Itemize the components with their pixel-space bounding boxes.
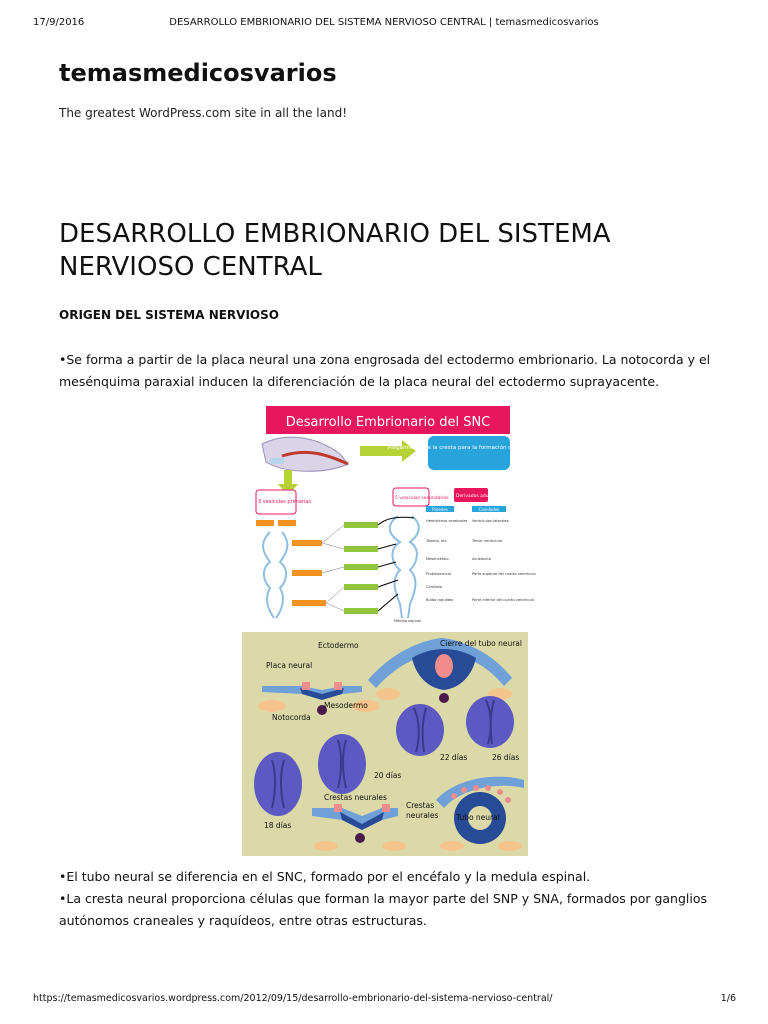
label-22-dias: 22 días xyxy=(440,753,468,762)
spinal-label: Médula espinal xyxy=(394,619,422,623)
label-mesodermo: Mesodermo xyxy=(324,701,368,710)
article-title: DESARROLLO EMBRIONARIO DEL SISTEMA NERVIOSO CENTRAL xyxy=(59,219,611,282)
cavity-1: Tercer ventrículo xyxy=(472,539,502,543)
paragraph-derivation xyxy=(59,866,719,932)
label-placa: Placa neural xyxy=(266,661,313,670)
col-cavidades: Cavidades xyxy=(478,507,500,512)
derivative-2: Mesencéfalo xyxy=(426,557,449,561)
embryo-20-days xyxy=(318,734,366,794)
label-cierre: Cierre del tubo neural xyxy=(440,639,522,648)
label-tubo-neural: Tubo neural xyxy=(456,813,500,822)
derivative-5: Bulbo raquídeo xyxy=(426,598,454,602)
cavity-3: Parte superior del cuarto ventrículo xyxy=(472,572,536,576)
figure-neural-tube-closure xyxy=(242,632,528,856)
figure-snc-development xyxy=(256,404,551,624)
callout-text: Plegamiento de la cresta para la formación del tubo neural xyxy=(387,445,551,451)
derivative-0: Hemisferios cerebrales xyxy=(426,519,468,523)
cavity-0: Ventrículos laterales xyxy=(472,519,509,523)
label-notocorda: Notocorda xyxy=(272,713,311,722)
print-page-number: 1/6 xyxy=(720,993,736,1004)
label-crestas-2b: neurales xyxy=(406,811,439,820)
label-26-dias: 26 días xyxy=(492,753,520,762)
label-primary: 3 vesículas primarias xyxy=(258,499,312,505)
embryo-18-days xyxy=(254,752,302,816)
label-20-dias: 20 días xyxy=(374,771,402,780)
print-header xyxy=(0,17,768,31)
figure1-callout xyxy=(428,436,510,470)
print-date: 17/9/2016 xyxy=(33,17,85,28)
print-url: https://temasmedicosvarios.wordpress.com/2012/09/15/desarrollo-embrionario-del-sistema-nervioso-central/ xyxy=(33,993,553,1004)
derivative-3: Protuberancia xyxy=(426,572,452,576)
derivative-4: Cerebelo xyxy=(426,585,443,589)
label-ectodermo: Ectodermo xyxy=(318,641,359,650)
label-secondary: 5 vesículas secundarias xyxy=(395,496,449,501)
paragraph-origin: •Se forma a partir de la placa neural una zona engrosada del ectodermo embrionario. La notocorda y el mesénquima paraxial inducen la diferenciación de la placa neural del ectodermo suprayacente. xyxy=(59,352,711,389)
label-adult: Derivados adultos de xyxy=(456,494,504,499)
label-crestas-neurales: Crestas neurales xyxy=(324,793,387,802)
cavity-2: Acueducto xyxy=(472,557,492,561)
cavity-5: Parte inferior del cuarto ventrículo xyxy=(472,598,534,602)
paragraph-line-cresta: •La cresta neural proporciona células que forman la mayor parte del SNP y SNA, formados por ganglios autónomos craneales y raquídeos, entre otras estructuras. xyxy=(59,891,708,928)
figure1-banner-text: Desarrollo Embrionario del SNC xyxy=(285,415,491,430)
label-18-dias: 18 días xyxy=(264,821,292,830)
site-title[interactable]: temasmedicosvarios xyxy=(59,59,337,87)
embryo-22-days xyxy=(396,704,444,756)
col-paredes: Paredes xyxy=(432,507,448,512)
section-heading: ORIGEN DEL SISTEMA NERVIOSO xyxy=(59,308,279,322)
paragraph-line-tubo: •El tubo neural se diferencia en el SNC, formado por el encéfalo y la medula espinal. xyxy=(59,869,591,884)
site-description: The greatest WordPress.com site in all the land! xyxy=(59,106,348,120)
svg-text:Plegamiento de la cresta para xyxy=(388,444,551,451)
label-crestas-2: Crestas xyxy=(406,801,435,810)
derivative-1: Tálamo, etc. xyxy=(426,539,448,543)
print-page-title: DESARROLLO EMBRIONARIO DEL SISTEMA NERVIOSO CENTRAL | temasmedicosvarios xyxy=(169,17,599,28)
